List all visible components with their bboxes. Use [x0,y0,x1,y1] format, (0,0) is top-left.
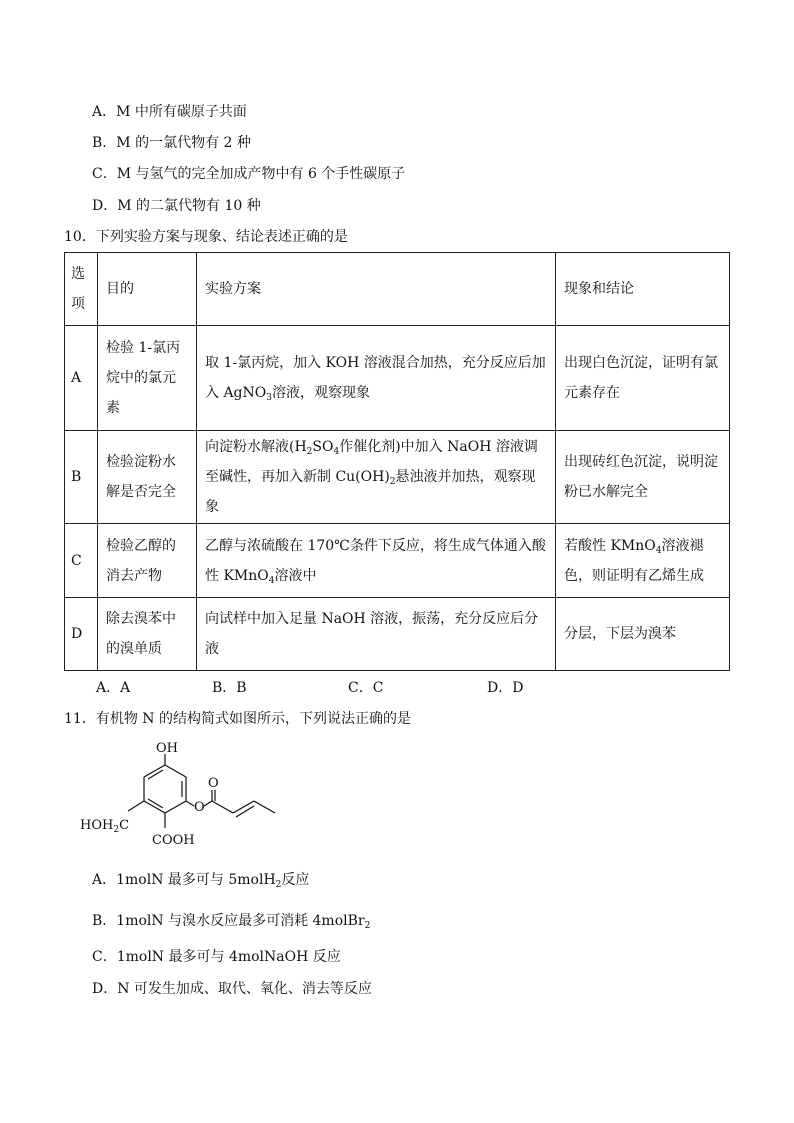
q9-option-d: D．M 的二氯代物有 10 种 [92,198,261,214]
row-plan: 乙醇与浓硫酸在 170℃条件下反应，将生成气体通入酸性 KMnO$_4$溶液中 [197,524,556,598]
row-label: B [65,431,98,524]
row-plan: 向试样中加入足量 NaOH 溶液，振荡，充分反应后分液 [197,598,556,671]
q11-title: 11．有机物 N 的结构简式如图所示，下列说法正确的是 [64,711,411,727]
row-purpose: 检验 1-氯丙烷中的氯元素 [98,326,197,431]
row-result: 若酸性 KMnO$_4$溶液褪色，则证明有乙烯生成 [556,524,730,598]
table-row [65,431,730,524]
table-row [65,524,730,598]
ester-o-label: O [194,800,205,815]
benzene-ring [144,765,186,813]
q10-answer-b: B．B [212,680,247,696]
row-label: D [65,598,98,671]
q9-option-a: A．M 中所有碳原子共面 [92,104,247,120]
q10-answer-a: A．A [96,680,131,696]
experiment-table [64,252,730,671]
q10-title: 10．下列实验方案与现象、结论表述正确的是 [64,229,348,245]
header-option: 选项 [65,253,98,326]
row-result: 分层，下层为溴苯 [556,598,730,671]
q11-option-d: D．N 可发生加成、取代、氧化、消去等反应 [92,981,372,997]
q11-option-b: B．1molN 与溴水反应最多可消耗 4molBr$_2$ [92,913,371,931]
row-purpose: 除去溴苯中的溴单质 [98,598,197,671]
row-result: 出现白色沉淀，证明有氯元素存在 [556,326,730,431]
q11-option-a: A．1molN 最多可与 5molH$_2$反应 [92,872,310,890]
table-row [65,598,730,671]
carbonyl-o-label: O [208,776,219,791]
table-row [65,326,730,431]
hoh2c-label: $HOH_2C$ [80,818,130,835]
structure-diagram [70,740,290,860]
row-result: 出现砖红色沉淀，说明淀粉已水解完全 [556,431,730,524]
cooh-label: COOH [152,833,195,848]
row-label: A [65,326,98,431]
row-plan: 向淀粉水解液($H_2SO_4$作催化剂)中加入 NaOH 溶液调至碱性，再加入新制 $Cu(OH)_2$悬浊液并加热，观察现象 [197,431,556,524]
row-label: C [65,524,98,598]
header-plan: 实验方案 [197,253,556,326]
header-result: 现象和结论 [556,253,730,326]
oh-label: OH [156,741,178,756]
substituent-bonds [128,754,275,828]
row-purpose: 检验乙醇的消去产物 [98,524,197,598]
q9-option-c: C．M 与氢气的完全加成产物中有 6 个手性碳原子 [92,166,406,182]
row-purpose: 检验淀粉水解是否完全 [98,431,197,524]
q11-option-c: C．1molN 最多可与 4molNaOH 反应 [92,949,341,965]
q10-answer-c: C．C [348,680,384,696]
q9-option-b: B．M 的一氯代物有 2 种 [92,135,251,151]
table-header-row [65,253,730,326]
row-plan: 取 1-氯丙烷，加入 KOH 溶液混合加热，充分反应后加入 AgNO$_3$溶液，观察现象 [197,326,556,431]
header-purpose: 目的 [98,253,197,326]
q10-answer-d: D．D [487,680,524,696]
